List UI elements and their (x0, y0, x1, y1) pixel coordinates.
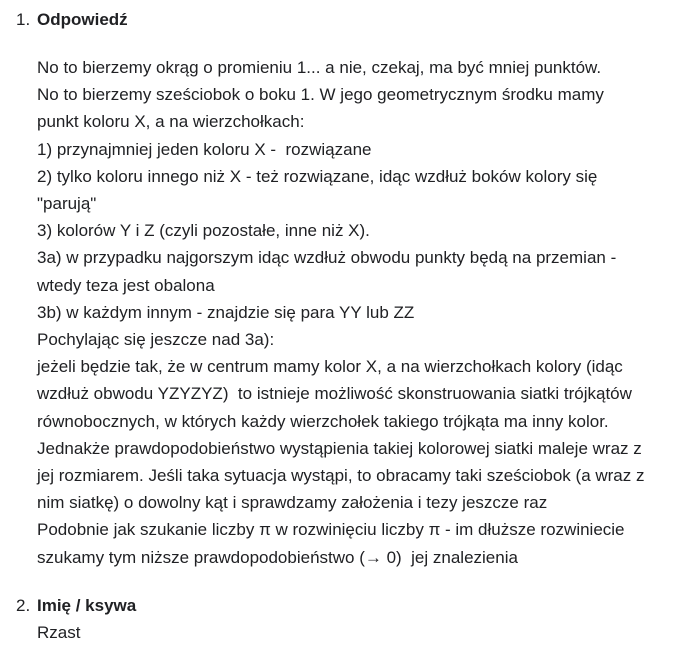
item-title: Imię / ksywa (37, 596, 137, 615)
answer-line: "parują" (37, 194, 97, 214)
list-item-name (0, 594, 700, 642)
list-item-answer (0, 8, 700, 567)
answer-line: Podobnie jak szukanie liczby π w rozwinięciu liczby π - im dłuższe rozwiniecie (37, 520, 625, 540)
item-number: 2. (16, 596, 31, 615)
answer-line: Pochylając się jeszcze nad 3a): (37, 330, 275, 350)
answer-line: 3b) w każdym innym - znajdzie się para YY lub ZZ (37, 302, 415, 322)
answer-line: jej rozmiarem. Jeśli taka sytuacja wystąpi, to obracamy taki sześciobok (a wraz z (37, 466, 645, 486)
answer-text (37, 619, 697, 646)
answer-line: nim siatkę) o dowolny kąt i sprawdzamy założenia i tezy jeszcze raz (37, 493, 548, 513)
answer-line: 3a) w przypadku najgorszym idąc wzdłuż obwodu punkty będą na przemian - (37, 248, 617, 268)
answer-line: 3) kolorów Y i Z (czyli pozostałe, inne niż X). (37, 221, 370, 241)
answer-line: wzdłuż obwodu YZYZYZ) to istnieje możliwość skonstruowania siatki trójkątów (37, 384, 632, 404)
answer-line: 2) tylko koloru innego niż X - też rozwiązane, idąc wzdłuż boków kolory się (37, 166, 598, 186)
answer-line: punkt koloru X, a na wierzchołkach: (37, 112, 305, 132)
item-title: Odpowiedź (37, 10, 128, 29)
item-header (0, 8, 700, 32)
answer-line: No to bierzemy sześciobok o boku 1. W jego geometrycznym środku mamy (37, 85, 604, 105)
answer-line: szukamy tym niższe prawdopodobieństwo (→ 0) jej znalezienia (37, 547, 518, 567)
item-number: 1. (16, 10, 31, 29)
answer-line: Jednakże prawdopodobieństwo wystąpienia takiej kolorowej siatki maleje wraz z (37, 438, 642, 458)
answer-line: jeżeli będzie tak, że w centrum mamy kolor X, a na wierzchołkach kolory (idąc (37, 357, 623, 377)
answer-line: Rzast (37, 623, 81, 642)
answer-line: równobocznych, w których każdy wierzchołek takiego trójkąta ma inny kolor. (37, 411, 609, 431)
answer-text (37, 54, 697, 571)
item-header (0, 594, 700, 618)
answer-line: No to bierzemy okrąg o promieniu 1... a nie, czekaj, ma być mniej punktów. (37, 58, 602, 77)
answer-line: wtedy teza jest obalona (37, 275, 215, 295)
answer-line: 1) przynajmniej jeden koloru X - rozwiązane (37, 139, 372, 159)
